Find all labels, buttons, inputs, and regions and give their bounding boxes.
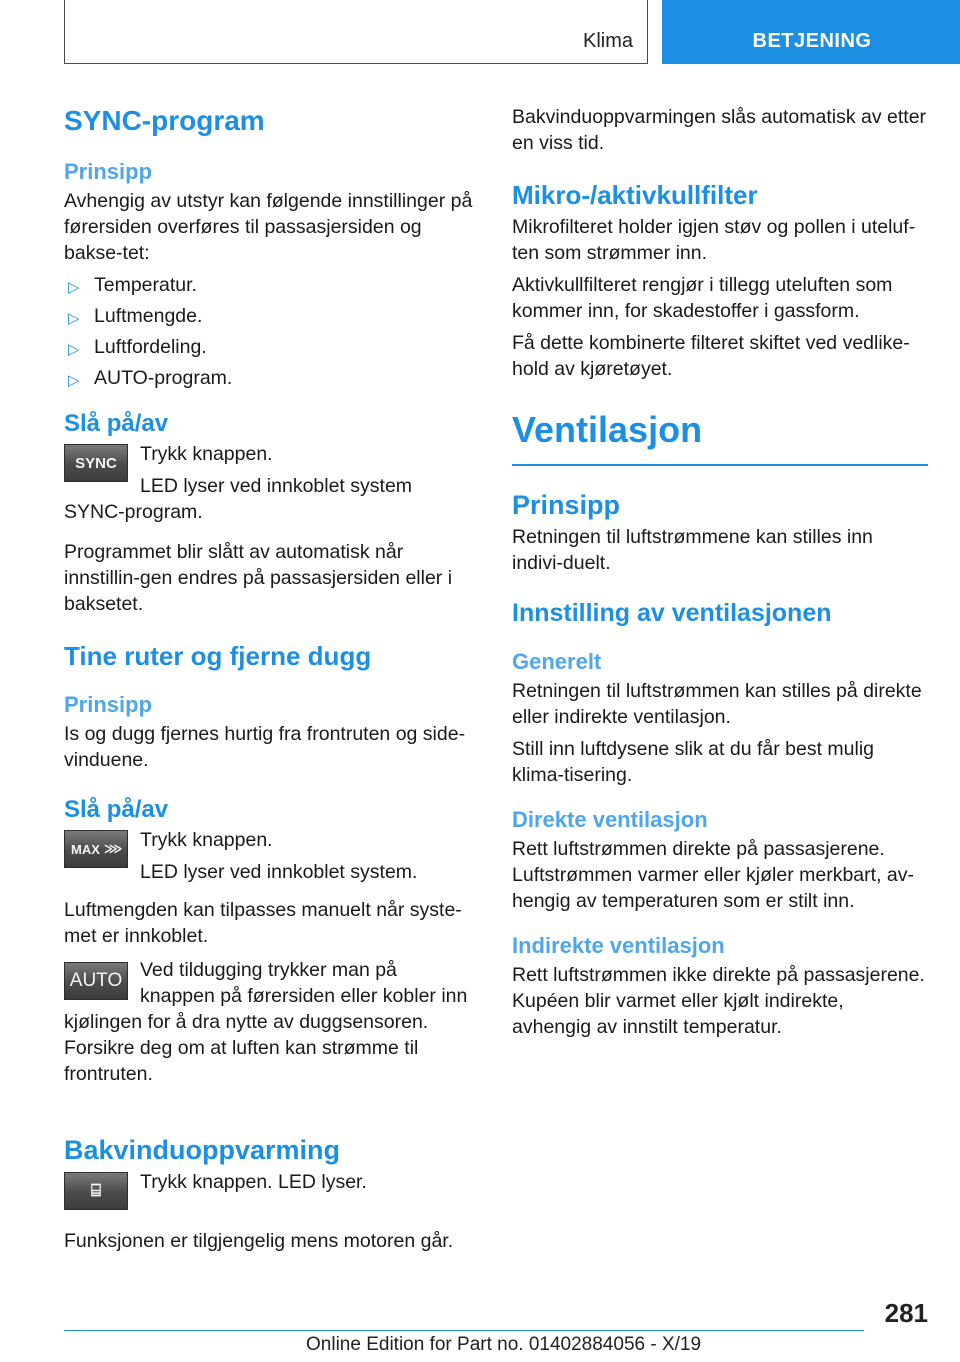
header-section-box (64, 0, 648, 64)
max-defrost-button-icon: MAX ⋙ (64, 830, 128, 868)
page-number: 281 (884, 1298, 928, 1328)
bullet-triangle-icon: ▷ (68, 279, 80, 296)
defog-title: Tine ruter og fjerne dugg (64, 641, 372, 671)
general-text-1: Retningen til luftstrømmen kan stilles på direkte eller indirekte ventilasjon. (512, 680, 922, 728)
defog-led-text: LED lyser ved innkoblet system. (140, 861, 418, 883)
sync-principle-text: Avhengig av utstyr kan følgende innstillinger på førersiden overføres til passasjersiden og bakse-tet: (64, 190, 473, 264)
defog-onoff-heading: Slå på/av (64, 796, 169, 823)
list-item: ▷ Temperatur. (64, 272, 476, 298)
general-heading: Generelt (512, 649, 602, 674)
vent-title-rule (512, 464, 928, 466)
rear-avail-text: Funksjonen er tilgjengelig mens motoren går. (64, 1230, 454, 1252)
vent-principle-heading: Prinsipp (512, 490, 621, 520)
header-section-title: Klima (582, 30, 633, 52)
filter-text-3: Få dette kombinerte filteret skiftet ved vedlike-hold av kjøretøyet. (512, 332, 910, 380)
defog-principle-heading: Prinsipp (64, 692, 153, 717)
list-item: ▷ Luftfordeling. (64, 334, 476, 360)
bullet-triangle-icon: ▷ (68, 341, 80, 358)
rear-window-heating-icon: ⌸ (64, 1172, 128, 1210)
sync-button-icon: SYNC (64, 444, 128, 482)
sync-auto-off-text: Programmet blir slått av automatisk når innstillin-gen endres på passasjersiden eller i baksetet. (64, 541, 453, 615)
left-column (64, 100, 476, 1254)
vent-principle-text: Retningen til luftstrømmene kan stilles inn indivi-duelt. (512, 526, 873, 574)
defog-button-row (64, 825, 476, 885)
sync-principle-heading: Prinsipp (64, 159, 153, 184)
vent-setting-heading: Innstilling av ventilasjonen (512, 599, 832, 627)
sync-onoff-heading: Slå på/av (64, 410, 169, 437)
general-text-2: Still inn luftdysene slik at du får best mulig klima-tisering. (512, 738, 875, 786)
bullet-triangle-icon: ▷ (68, 310, 80, 327)
direct-vent-text: Rett luftstrømmen direkte på passasjerene. Luftstrømmen varmer eller kjøler merkbart, av-hengig av temperaturen som er stilt inn. (512, 838, 914, 912)
filter-title: Mikro-/aktivkullfilter (512, 180, 758, 210)
sync-press-text: Trykk knappen. (140, 443, 273, 465)
rear-auto-off-text: Bakvinduoppvarmingen slås automatisk av etter en viss tid. (512, 106, 927, 154)
list-item: ▷ Luftmengde. (64, 303, 476, 329)
defog-principle-text: Is og dugg fjernes hurtig fra frontruten og side-vinduene. (64, 723, 466, 771)
sync-button-row (64, 439, 476, 525)
sync-led-text: LED lyser ved innkoblet system SYNC-program. (64, 475, 413, 523)
sync-title: SYNC-program (64, 105, 265, 136)
footer-rule (64, 1330, 864, 1331)
auto-button-icon: AUTO (64, 962, 128, 1000)
indirect-vent-text: Rett luftstrømmen ikke direkte på passasjerene. Kupéen blir varmet eller kjølt indirekte, avhengig av innstilt temperatur. (512, 964, 925, 1038)
header-chapter-title: BETJENING (752, 30, 872, 52)
filter-text-2: Aktivkullfilteret rengjør i tillegg uteluften som kommer inn, for skadestoffer i gassform. (512, 274, 893, 322)
indirect-vent-heading: Indirekte ventilasjon (512, 933, 725, 958)
list-item: ▷ AUTO-program. (64, 365, 476, 391)
defog-press-text: Trykk knappen. (140, 829, 273, 851)
header-chapter-box (662, 0, 960, 64)
vent-title: Ventilasjon (512, 409, 703, 450)
direct-vent-heading: Direkte ventilasjon (512, 807, 708, 832)
footer-edition: Online Edition for Part no. 01402884056 - X/19 (306, 1334, 702, 1355)
bullet-triangle-icon: ▷ (68, 372, 80, 389)
rear-button-row (64, 1167, 476, 1214)
right-column (512, 104, 928, 1040)
auto-button-row (64, 957, 476, 1087)
sync-list (64, 272, 476, 391)
defog-air-text: Luftmengden kan tilpasses manuelt når syste-met er innkoblet. (64, 899, 462, 947)
filter-text-1: Mikrofilteret holder igjen støv og pollen i uteluf-ten som strømmer inn. (512, 216, 916, 264)
rear-press-text: Trykk knappen. LED lyser. (140, 1171, 367, 1193)
rear-title: Bakvinduoppvarming (64, 1135, 341, 1165)
defog-auto-text: Ved tildugging trykker man på knappen på førersiden eller kobler inn kjølingen for å dra nytte av duggsensoren. Forsikre deg om at luften kan strømme til frontruten. (64, 959, 468, 1085)
